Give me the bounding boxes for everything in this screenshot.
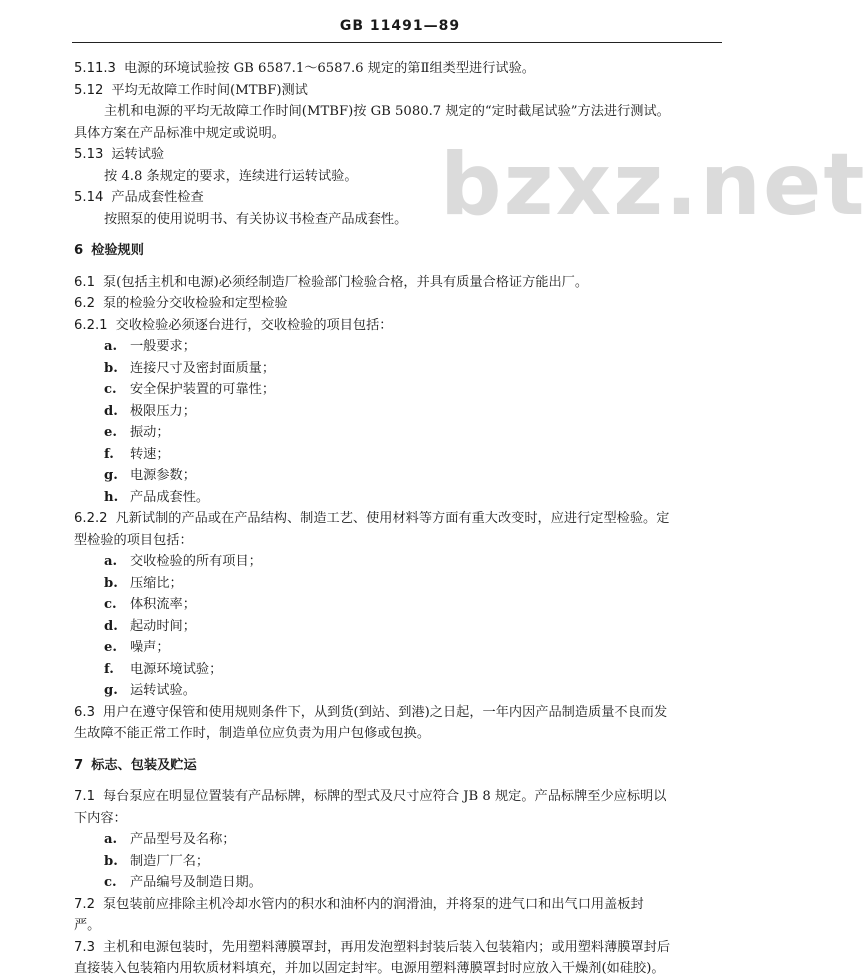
paragraph: 主机和电源的平均无故障工作时间(MTBF)按 GB 5080.7 规定的“定时截尾试验”方法进行测试。 (104, 104, 670, 119)
list-label: e. (104, 640, 117, 655)
watermark: bzxz.net (440, 135, 866, 235)
header-rule (72, 42, 722, 43)
list-text: 连接尺寸及密封面质量； (130, 360, 276, 376)
list-label: b. (104, 853, 118, 869)
clause-6-2 (74, 293, 722, 315)
list-item (74, 872, 722, 894)
list-item (74, 573, 722, 595)
document-header: GB 11491—89 (339, 18, 461, 34)
section-heading-7 (74, 755, 722, 777)
paragraph: 下内容： (74, 810, 127, 826)
list-label: h. (104, 489, 119, 505)
list-text: 压缩比； (130, 575, 183, 591)
list-item (74, 487, 722, 509)
list-label: c. (104, 382, 117, 397)
clause-6-1 (74, 272, 722, 294)
list-label: a. (104, 832, 118, 847)
list-item (74, 829, 722, 851)
clause-number: 5.11.3 (74, 61, 116, 76)
list-item (74, 851, 722, 873)
clause-7-2 (74, 894, 722, 916)
list-item (74, 637, 722, 659)
clause-number: 5.12 (74, 82, 104, 98)
clause-6-2-1 (74, 315, 722, 337)
list-text: 振动； (130, 425, 170, 440)
list-item (74, 422, 722, 444)
section-number: 6 (74, 243, 84, 258)
list-label: a. (104, 554, 118, 569)
clause-number: 7.2 (74, 896, 95, 912)
clause-number: 6.3 (74, 704, 95, 720)
clause-5-12 (74, 80, 722, 102)
list-label: e. (104, 425, 117, 440)
list-item (74, 659, 722, 681)
list-item (74, 358, 722, 380)
clause-text: 每台泵应在明显位置装有产品标牌，标牌的型式及尺寸应符合 JB 8 规定。产品标牌至少应标明以 (102, 789, 667, 804)
list-text: 转速； (130, 446, 170, 462)
clause-5-13 (74, 144, 722, 166)
list-label: b. (104, 360, 118, 376)
paragraph: 按照泵的使用说明书、有关协议书检查产品成套性。 (104, 211, 408, 227)
paragraph: 严。 (74, 918, 101, 933)
clause-number: 6.1 (74, 274, 95, 290)
section-title: 检验规则 (91, 243, 144, 258)
list-label: d. (104, 618, 118, 634)
list-text: 安全保护装置的可靠性； (130, 382, 276, 397)
list-text: 极限压力； (130, 403, 196, 419)
paragraph: 生故障不能正常工作时，制造单位应负责为用户包修或包换。 (74, 726, 431, 741)
section-heading-6 (74, 240, 722, 262)
clause-title: 运转试验 (111, 147, 165, 162)
list-label: c. (104, 597, 117, 612)
list-label: f. (104, 661, 114, 677)
paragraph: 型检验的项目包括： (74, 532, 193, 548)
list-item (74, 616, 722, 638)
clause-number: 7.1 (74, 789, 95, 804)
clause-title: 产品成套性检查 (111, 190, 204, 205)
list-text: 产品成套性。 (130, 489, 210, 505)
list-text: 产品编号及制造日期。 (130, 875, 262, 890)
clause-7-3 (74, 937, 722, 959)
clause-text: 凡新试制的产品或在产品结构、制造工艺、使用材料等方面有重大改变时，应进行定型检验。定 (115, 511, 670, 526)
list-label: a. (104, 339, 118, 354)
list-text: 噪声； (130, 640, 170, 655)
list-item (74, 465, 722, 487)
list-text: 起动时间； (130, 618, 196, 634)
clause-text: 电源的环境试验按 GB 6587.1～6587.6 规定的第Ⅱ组类型进行试验。 (123, 61, 535, 76)
clause-number: 7.3 (74, 939, 95, 955)
list-label: b. (104, 575, 118, 591)
list-item (74, 594, 722, 616)
clause-text: 用户在遵守保管和使用规则条件下，从到货(到站、到港)之日起，一年内因产品制造质量不良而发 (102, 704, 668, 720)
clause-number: 6.2 (74, 296, 95, 311)
list-item (74, 401, 722, 423)
list-text: 运转试验。 (130, 683, 196, 698)
clause-6-3 (74, 702, 722, 724)
paragraph: 直接装入包装箱内用软质材料填充，并加以固定封牢。电源用塑料薄膜罩封时应放入干燥剂(如硅胶)。 (74, 961, 665, 976)
clause-number: 6.2.2 (74, 511, 108, 526)
list-label: d. (104, 403, 118, 419)
clause-5-14 (74, 187, 722, 209)
clause-number: 5.13 (74, 147, 104, 162)
clause-number: 6.2.1 (74, 317, 108, 333)
list-item (74, 336, 722, 358)
section-title: 标志、包装及贮运 (91, 757, 197, 773)
clause-text: 泵(包括主机和电源)必须经制造厂检验部门检验合格，并具有质量合格证方能出厂。 (102, 274, 589, 290)
list-text: 一般要求； (130, 339, 196, 354)
list-text: 电源环境试验； (130, 661, 223, 677)
clause-number: 5.14 (74, 190, 104, 205)
list-item (74, 680, 722, 702)
list-text: 交收检验的所有项目； (130, 554, 262, 569)
paragraph: 具体方案在产品标准中规定或说明。 (74, 125, 285, 141)
paragraph: 按 4.8 条规定的要求，连续进行运转试验。 (104, 168, 358, 184)
list-label: g. (104, 468, 118, 483)
clause-text: 交收检验必须逐台进行，交收检验的项目包括： (115, 317, 393, 333)
list-label: f. (104, 446, 114, 462)
list-text: 体积流率； (130, 597, 196, 612)
list-item (74, 379, 722, 401)
clause-title: 平均无故障工作时间(MTBF)测试 (111, 82, 308, 98)
list-item (74, 444, 722, 466)
clause-7-1 (74, 786, 722, 808)
list-label: g. (104, 683, 118, 698)
list-text: 产品型号及名称； (130, 832, 236, 847)
clause-text: 主机和电源包装时，先用塑料薄膜罩封，再用发泡塑料封装后装入包装箱内；或用塑料薄膜罩封后 (102, 939, 671, 955)
list-label: c. (104, 875, 117, 890)
list-text: 电源参数； (130, 468, 196, 483)
clause-title: 泵的检验分交收检验和定型检验 (102, 296, 288, 311)
clause-text: 泵包装前应排除主机冷却水管内的积水和油杯内的润滑油，并将泵的进气口和出气口用盖板封 (102, 896, 644, 912)
list-item (74, 551, 722, 573)
document-body (74, 58, 722, 980)
section-number: 7 (74, 757, 84, 773)
clause-6-2-2 (74, 508, 722, 530)
clause-5-11-3 (74, 58, 722, 80)
list-text: 制造厂厂名； (130, 853, 210, 869)
